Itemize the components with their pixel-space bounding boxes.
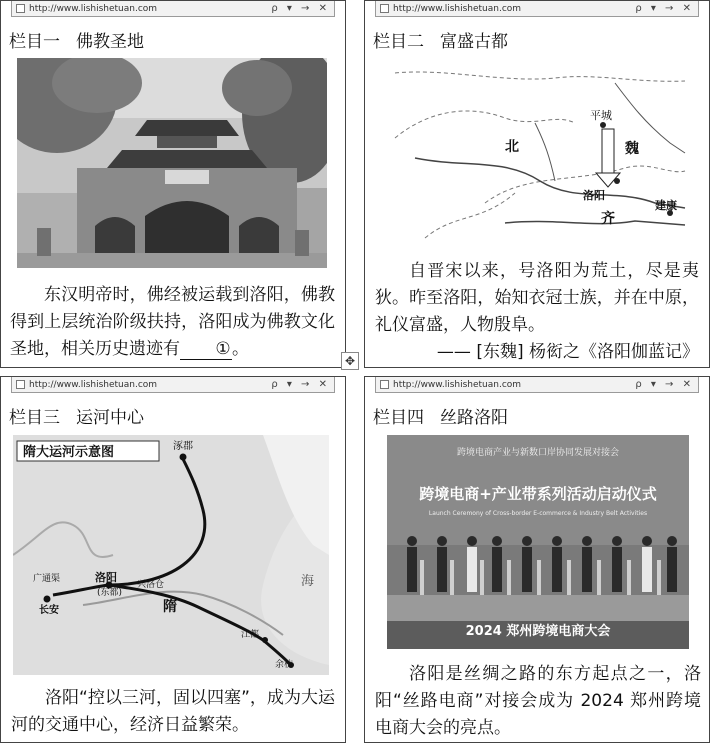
map-label-pingcheng: 平城 — [590, 109, 612, 122]
map-label-guangtongqu: 广通渠 — [33, 574, 61, 584]
column-number: 栏目三 — [9, 408, 60, 428]
panel-prosperous-capital — [364, 0, 710, 368]
url-text: http://www.lishishetuan.com — [29, 3, 158, 14]
url-bar[interactable] — [375, 1, 699, 17]
page-icon — [16, 380, 25, 389]
answer-blank: ① — [180, 339, 232, 360]
banner-english-text: Launch Ceremony of Cross-border E-commerce & Industry Belt Activities — [428, 510, 648, 517]
page-icon — [380, 380, 389, 389]
map-label-north: 北 — [505, 139, 519, 155]
silk-road-text: 洛阳是丝绸之路的东方起点之一，洛阳“丝路电商”对接会成为 2024 郑州跨境电商大会的亮点。 — [375, 664, 701, 738]
panel-canal-center — [0, 376, 346, 743]
canal-text: 洛阳“控以三河，固以四塞”，成为大运河的交通中心，经济日益繁荣。 — [11, 688, 335, 735]
map-label-sea: 海 — [301, 574, 315, 589]
map-label-qi: 齐 — [601, 211, 615, 227]
column-number: 栏目一 — [9, 32, 60, 52]
url-text: http://www.lishishetuan.com — [393, 3, 522, 14]
panel-title — [9, 27, 144, 52]
url-bar[interactable] — [11, 377, 335, 393]
temple-gate-photo — [17, 58, 327, 268]
northern-wei-map — [385, 63, 690, 241]
banner-main-text: 跨境电商+产业带系列活动启动仪式 — [419, 485, 657, 503]
panel-text — [10, 282, 335, 363]
map-label-changan: 长安 — [39, 605, 59, 616]
sui-grand-canal-map — [13, 435, 329, 675]
quote-text: 自晋宋以来，号洛阳为荒土，尽是夷狄。昨至洛阳，始知衣冠士族，并在中原，礼仪富盛，人物殷阜。 — [375, 261, 699, 335]
page-icon — [16, 4, 25, 13]
url-bar[interactable] — [375, 377, 699, 393]
panel-silk-road-luoyang — [364, 376, 710, 743]
panel-title — [9, 403, 144, 428]
nav-icons[interactable]: ρ ▾ → ✕ — [271, 3, 330, 14]
map-label-sui: 隋 — [163, 599, 177, 615]
map-label-luoyang: 洛阳 — [95, 571, 117, 584]
banner-small-text: 跨境电商产业与新数口岸协同发展对接会 — [456, 448, 620, 458]
move-handle-icon[interactable]: ✥ — [341, 352, 359, 370]
column-number: 栏目四 — [373, 408, 424, 428]
text-after-blank: 。 — [232, 339, 249, 359]
banner-bottom-text: 2024 郑州跨境电商大会 — [465, 624, 611, 639]
map-label-xingluocang: 兴洛仓 — [137, 580, 165, 590]
map-label-wei: 魏 — [625, 141, 639, 157]
map-label-dongdu: (东都) — [97, 588, 123, 598]
text-before-blank: 东汉明帝时，佛经被运载到洛阳，佛教得到上层统治阶级扶持，洛阳成为佛教文化圣地，相关历史遗迹有 — [10, 285, 335, 359]
map-title: 隋大运河示意图 — [23, 445, 115, 460]
column-title: 富盛古都 — [440, 32, 508, 52]
map-label-jiangdu: 江都 — [241, 630, 260, 640]
map-label-jiankang: 建康 — [655, 199, 677, 212]
panel-text — [375, 661, 701, 742]
map-label-yuhang: 余杭 — [275, 660, 294, 670]
url-text: http://www.lishishetuan.com — [29, 379, 158, 390]
column-number: 栏目二 — [373, 32, 424, 52]
launch-ceremony-photo — [387, 435, 689, 649]
panel-text — [11, 685, 335, 739]
nav-icons[interactable]: ρ ▾ → ✕ — [635, 3, 694, 14]
column-title: 丝路洛阳 — [440, 408, 508, 428]
panel-text — [375, 258, 699, 366]
column-title: 佛教圣地 — [76, 32, 144, 52]
nav-icons[interactable]: ρ ▾ → ✕ — [271, 379, 330, 390]
url-bar[interactable] — [11, 1, 335, 17]
panel-title — [373, 27, 508, 52]
nav-icons[interactable]: ρ ▾ → ✕ — [635, 379, 694, 390]
url-text: http://www.lishishetuan.com — [393, 379, 522, 390]
panel-buddhist-holy-land — [0, 0, 346, 368]
map-label-zhuojun: 涿郡 — [173, 441, 193, 452]
column-title: 运河中心 — [76, 408, 144, 428]
quote-source: —— [东魏] 杨衒之《洛阳伽蓝记》 — [436, 342, 699, 362]
page-icon — [380, 4, 389, 13]
map-label-luoyang: 洛阳 — [583, 189, 605, 202]
panel-title — [373, 403, 508, 428]
